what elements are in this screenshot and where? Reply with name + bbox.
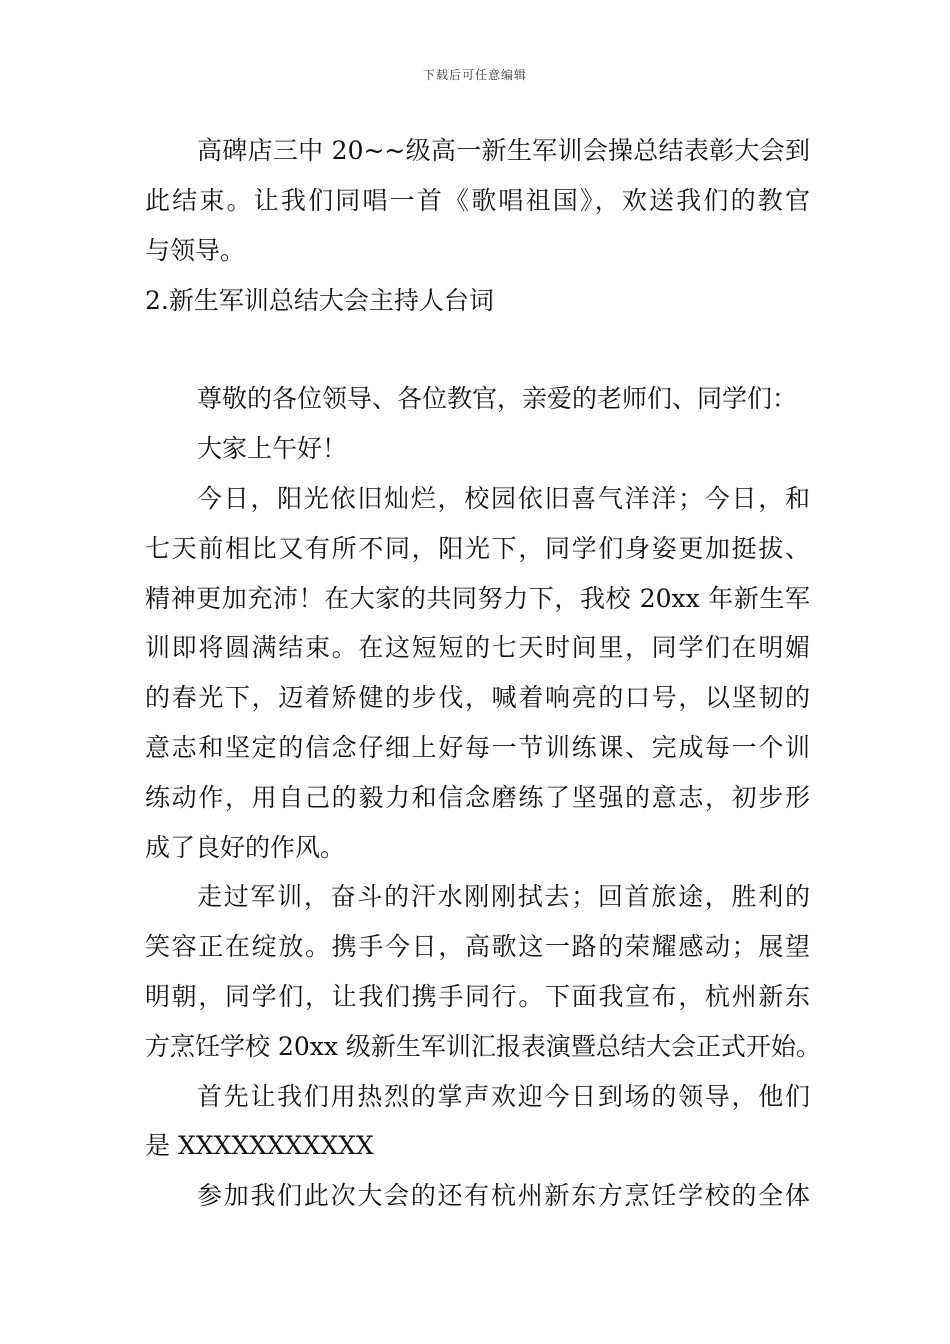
- paragraph-line: 参加我们此次大会的还有杭州新东方烹饪学校的全体: [197, 1181, 810, 1210]
- paragraph-line: 是 XXXXXXXXXXX: [145, 1131, 374, 1160]
- paragraph-line: 今日，阳光依旧灿烂，校园依旧喜气洋洋；今日，和: [197, 484, 810, 513]
- paragraph-line: 精神更加充沛！在大家的共同努力下，我校 20xx 年新生军: [145, 584, 810, 613]
- paragraph-line: 七天前相比又有所不同，阳光下，同学们身姿更加挺拔、: [145, 534, 810, 563]
- paragraph-line: 成了良好的作风。: [145, 833, 346, 862]
- paragraph-line: 此结束。让我们同唱一首《歌唱祖国》，欢送我们的教官: [145, 186, 810, 215]
- paragraph-line: 与领导。: [145, 236, 246, 265]
- paragraph-line: 笑容正在绽放。携手今日，高歌这一路的荣耀感动；展望: [145, 932, 810, 961]
- paragraph-line: 走过军训，奋斗的汗水刚刚拭去；回首旅途，胜利的: [197, 882, 810, 911]
- section-heading: 2.新生军训总结大会主持人台词: [145, 286, 494, 315]
- page-header: 下载后可任意编辑: [422, 68, 527, 82]
- paragraph-line: 尊敬的各位领导、各位教官，亲爱的老师们、同学们：: [197, 384, 798, 413]
- paragraph-line: 的春光下，迈着矫健的步伐，喊着响亮的口号，以坚韧的: [145, 683, 810, 712]
- paragraph-line: 意志和坚定的信念仔细上好每一节训练课、完成每一个训: [145, 733, 810, 762]
- paragraph-line: 首先让我们用热烈的掌声欢迎今日到场的领导，他们: [197, 1082, 810, 1111]
- paragraph-line: 方烹饪学校 20xx 级新生军训汇报表演暨总结大会正式开始。: [145, 1032, 821, 1061]
- paragraph-line: 明朝，同学们，让我们携手同行。下面我宣布，杭州新东: [145, 982, 810, 1011]
- paragraph-line: 高碑店三中 20~~级高一新生军训会操总结表彰大会到: [197, 136, 810, 165]
- paragraph-line: 练动作，用自己的毅力和信念磨练了坚强的意志，初步形: [145, 783, 810, 812]
- paragraph-line: 训即将圆满结束。在这短短的七天时间里，同学们在明媚: [145, 633, 810, 662]
- paragraph-line: 大家上午好！: [197, 434, 348, 463]
